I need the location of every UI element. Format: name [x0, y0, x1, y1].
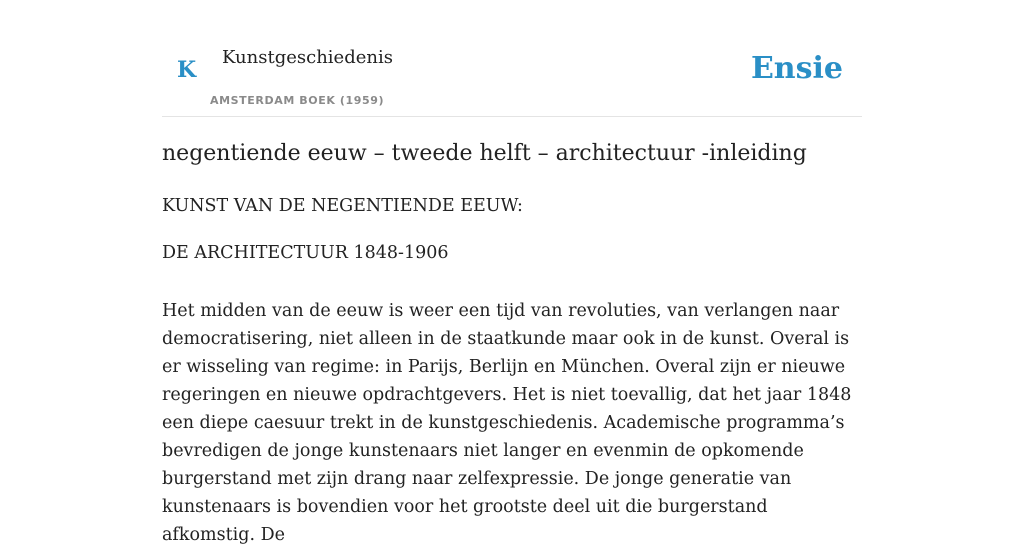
article-body: Het midden van de eeuw is weer een tijd van revoluties, van verlangen naar democratisering, niet alleen in de staatkunde maar ook in de kunst. Overal is er wisseling van regime: in Parijs, Berlijn en München. Overal zijn er nieuwe regeringen en nieuwe opdrachtgevers. Het is niet toevallig, dat het jaar 1848 een diepe caesuur trekt in de kunstgeschiedenis. Academische programma’s bevredigen de jonge kunstenaars niet langer en evenmin de opkomende burgerstand met zijn drang naar zelfexpressie. De jonge generatie van kunstenaars is bovendien voor het grootste deel uit die burgerstand afkomstig. De — [162, 301, 852, 545]
subheading: DE ARCHITECTUUR 1848-1906 — [162, 243, 449, 263]
header — [162, 0, 862, 117]
section-title[interactable]: Kunstgeschiedenis — [222, 47, 393, 68]
article-title: negentiende eeuw – tweede helft – architectuur -inleiding — [162, 141, 807, 166]
category-logo-icon[interactable]: K — [177, 57, 197, 83]
article — [162, 138, 862, 549]
source-label: AMSTERDAM BOEK (1959) — [210, 94, 385, 107]
subheading: KUNST VAN DE NEGENTIENDE EEUW: — [162, 196, 523, 216]
brand-logo[interactable]: Ensie — [750, 51, 843, 86]
